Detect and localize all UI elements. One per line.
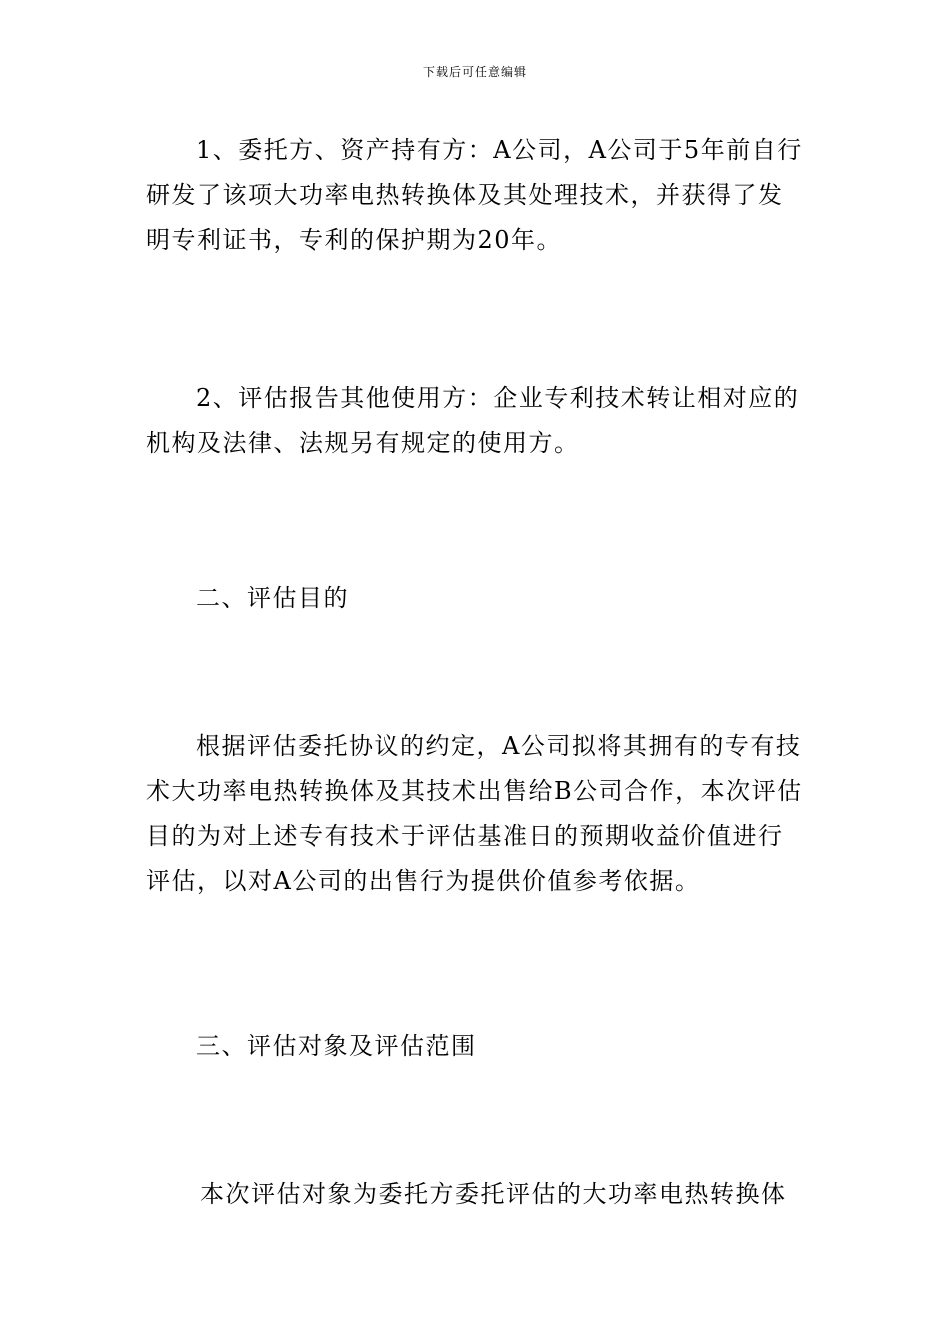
paragraph-line: 1、委托方、资产持有方：A公司，A公司于5年前自行 bbox=[196, 136, 803, 164]
page-header: 下载后可任意编辑 bbox=[422, 65, 527, 79]
paragraph-line: 2、评估报告其他使用方：企业专利技术转让相对应的 bbox=[196, 384, 800, 412]
paragraph-line: 术大功率电热转换体及其技术出售给B公司合作，本次评估 bbox=[146, 777, 803, 805]
paragraph-scope bbox=[146, 1172, 810, 1217]
paragraph-purpose bbox=[146, 724, 810, 904]
paragraph-line: 研发了该项大功率电热转换体及其处理技术，并获得了发 bbox=[146, 181, 784, 209]
paragraph-line: 明专利证书，专利的保护期为20年。 bbox=[146, 226, 563, 254]
paragraph-client bbox=[146, 128, 810, 263]
section-heading-scope bbox=[146, 1024, 810, 1069]
paragraph-line: 目的为对上述专有技术于评估基准日的预期收益价值进行 bbox=[146, 822, 784, 850]
section-heading: 二、评估目的 bbox=[196, 584, 349, 612]
paragraph-line: 本次评估对象为委托方委托评估的大功率电热转换体 bbox=[200, 1180, 787, 1208]
paragraph-line: 评估，以对A公司的出售行为提供价值参考依据。 bbox=[146, 867, 701, 895]
paragraph-other-users bbox=[146, 376, 810, 466]
paragraph-line: 根据评估委托协议的约定，A公司拟将其拥有的专有技 bbox=[196, 732, 802, 760]
paragraph-line: 机构及法律、法规另有规定的使用方。 bbox=[146, 429, 580, 457]
section-heading: 三、评估对象及评估范围 bbox=[196, 1032, 477, 1060]
section-heading-purpose bbox=[146, 576, 810, 621]
